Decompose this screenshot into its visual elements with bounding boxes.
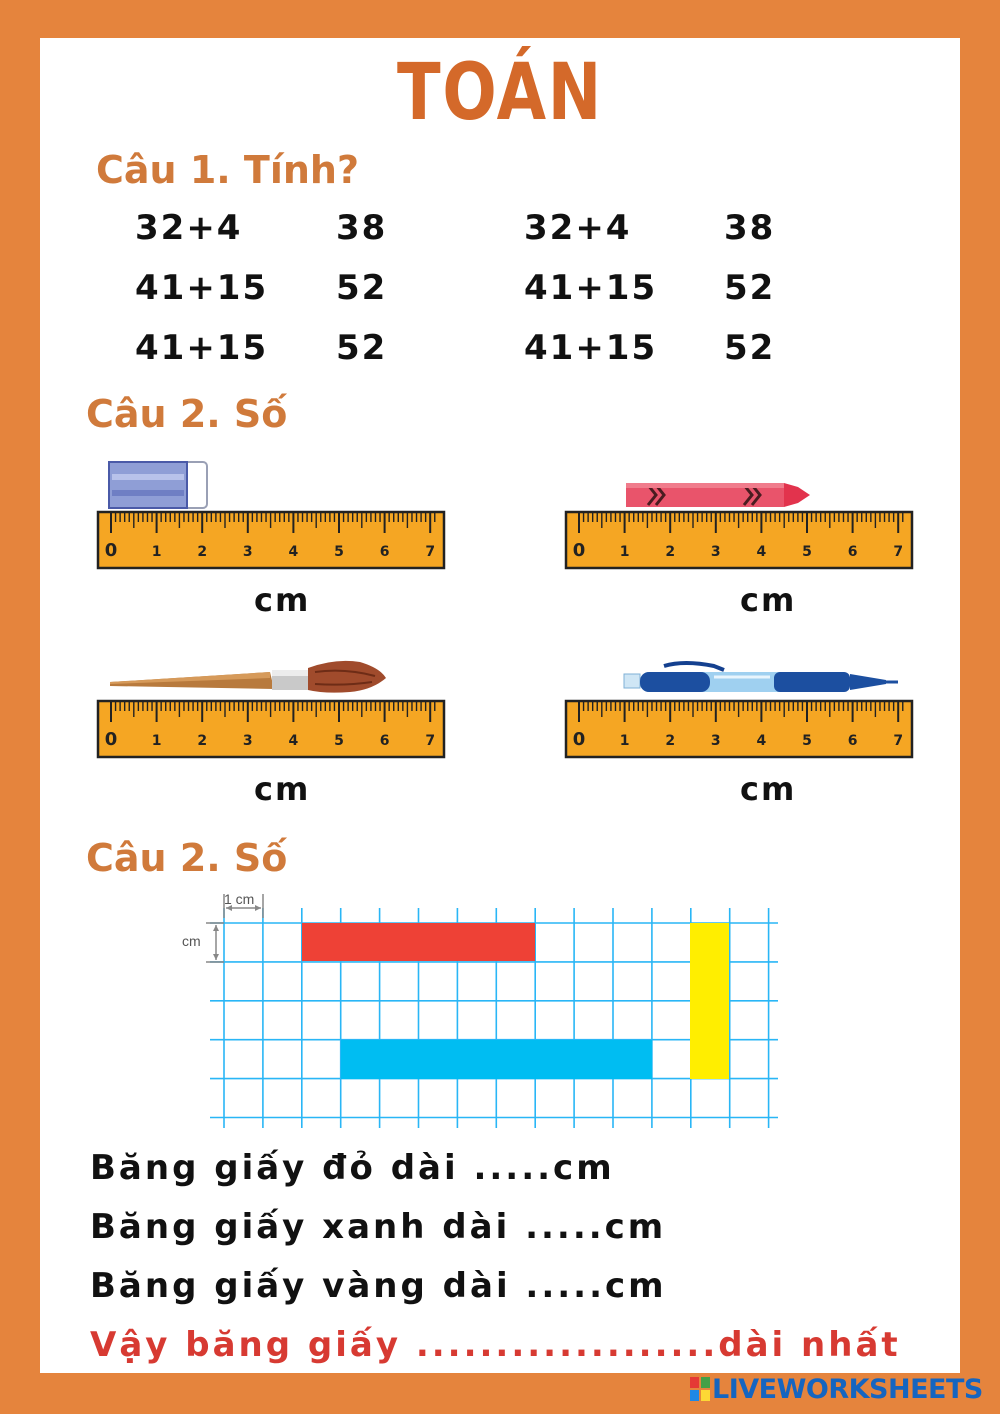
pen-length-unit: cm	[740, 770, 797, 808]
ruler-number: 2	[197, 544, 208, 560]
ruler-number: 6	[847, 544, 858, 560]
q1-right-expr-3: 41+15	[524, 328, 658, 368]
yellow-strip	[690, 923, 729, 1079]
ruler-1	[97, 511, 445, 569]
q1-left-value-3: 52	[336, 328, 388, 368]
ruler-number: 7	[425, 544, 436, 560]
liveworksheets-logo	[690, 1375, 983, 1405]
ruler-number: 3	[242, 544, 253, 560]
blue-strip-question: Băng giấy xanh dài .....cm	[90, 1207, 667, 1247]
ruler-number: 4	[288, 733, 299, 749]
ruler-number: 6	[379, 733, 390, 749]
eraser-icon	[108, 460, 210, 512]
ruler-number: 4	[288, 544, 299, 560]
ruler-number: 2	[665, 544, 676, 560]
q2-heading: Câu 2. Số	[86, 392, 288, 436]
ruler-number: 0	[104, 540, 118, 561]
grid-label-top: 1 cm	[224, 891, 255, 907]
ruler-number: 0	[572, 540, 586, 561]
ruler-number: 7	[425, 733, 436, 749]
q3-heading: Câu 2. Số	[86, 836, 288, 880]
red-strip-question: Băng giấy đỏ dài .....cm	[90, 1148, 615, 1188]
ruler-number: 6	[847, 733, 858, 749]
page-title: TOÁN	[397, 48, 603, 138]
ruler-number: 5	[334, 733, 344, 749]
q1-left-value-1: 38	[336, 208, 388, 248]
ruler-number: 5	[334, 544, 344, 560]
ruler-number: 0	[572, 729, 586, 750]
crayon-icon	[626, 480, 812, 510]
ruler-4	[565, 700, 913, 758]
ruler-number: 5	[802, 544, 812, 560]
ruler-number: 3	[710, 544, 721, 560]
liveworksheets-logo-text: LIVEWORKSHEETS	[712, 1374, 983, 1405]
eraser-length-unit: cm	[254, 581, 311, 619]
ruler-number: 2	[665, 733, 676, 749]
ruler-3	[97, 700, 445, 758]
q1-right-expr-1: 32+4	[524, 208, 632, 248]
q1-left-expr-1: 32+4	[135, 208, 243, 248]
grid-diagram	[180, 888, 780, 1130]
ruler-number: 0	[104, 729, 118, 750]
pen-icon	[624, 660, 900, 696]
blue-strip	[341, 1040, 652, 1079]
red-strip	[302, 923, 535, 961]
q1-heading: Câu 1. Tính?	[96, 148, 360, 192]
q1-left-expr-2: 41+15	[135, 268, 269, 308]
paintbrush-icon	[110, 656, 388, 696]
q1-left-expr-3: 41+15	[135, 328, 269, 368]
ruler-number: 4	[756, 544, 767, 560]
ruler-number: 7	[893, 544, 904, 560]
grid-label-side: cm	[182, 933, 201, 949]
ruler-number: 1	[619, 733, 630, 749]
ruler-number: 7	[893, 733, 904, 749]
q1-left-value-2: 52	[336, 268, 388, 308]
yellow-strip-question: Băng giấy vàng dài .....cm	[90, 1266, 667, 1306]
ruler-2	[565, 511, 913, 569]
ruler-number: 4	[756, 733, 767, 749]
ruler-number: 1	[151, 544, 162, 560]
ruler-number: 2	[197, 733, 208, 749]
ruler-number: 1	[151, 733, 162, 749]
ruler-number: 5	[802, 733, 812, 749]
q1-right-expr-2: 41+15	[524, 268, 658, 308]
ruler-number: 1	[619, 544, 630, 560]
ruler-number: 3	[710, 733, 721, 749]
q1-right-value-2: 52	[724, 268, 776, 308]
liveworksheets-mark-icon	[690, 1377, 710, 1401]
q1-right-value-3: 52	[724, 328, 776, 368]
ruler-number: 6	[379, 544, 390, 560]
ruler-number: 3	[242, 733, 253, 749]
unit-marker-top	[224, 891, 263, 918]
unit-marker-side	[182, 923, 224, 962]
paintbrush-length-unit: cm	[254, 770, 311, 808]
crayon-length-unit: cm	[740, 581, 797, 619]
conclusion-question: Vậy băng giấy ...................dài nhất	[90, 1325, 901, 1365]
q1-right-value-1: 38	[724, 208, 776, 248]
